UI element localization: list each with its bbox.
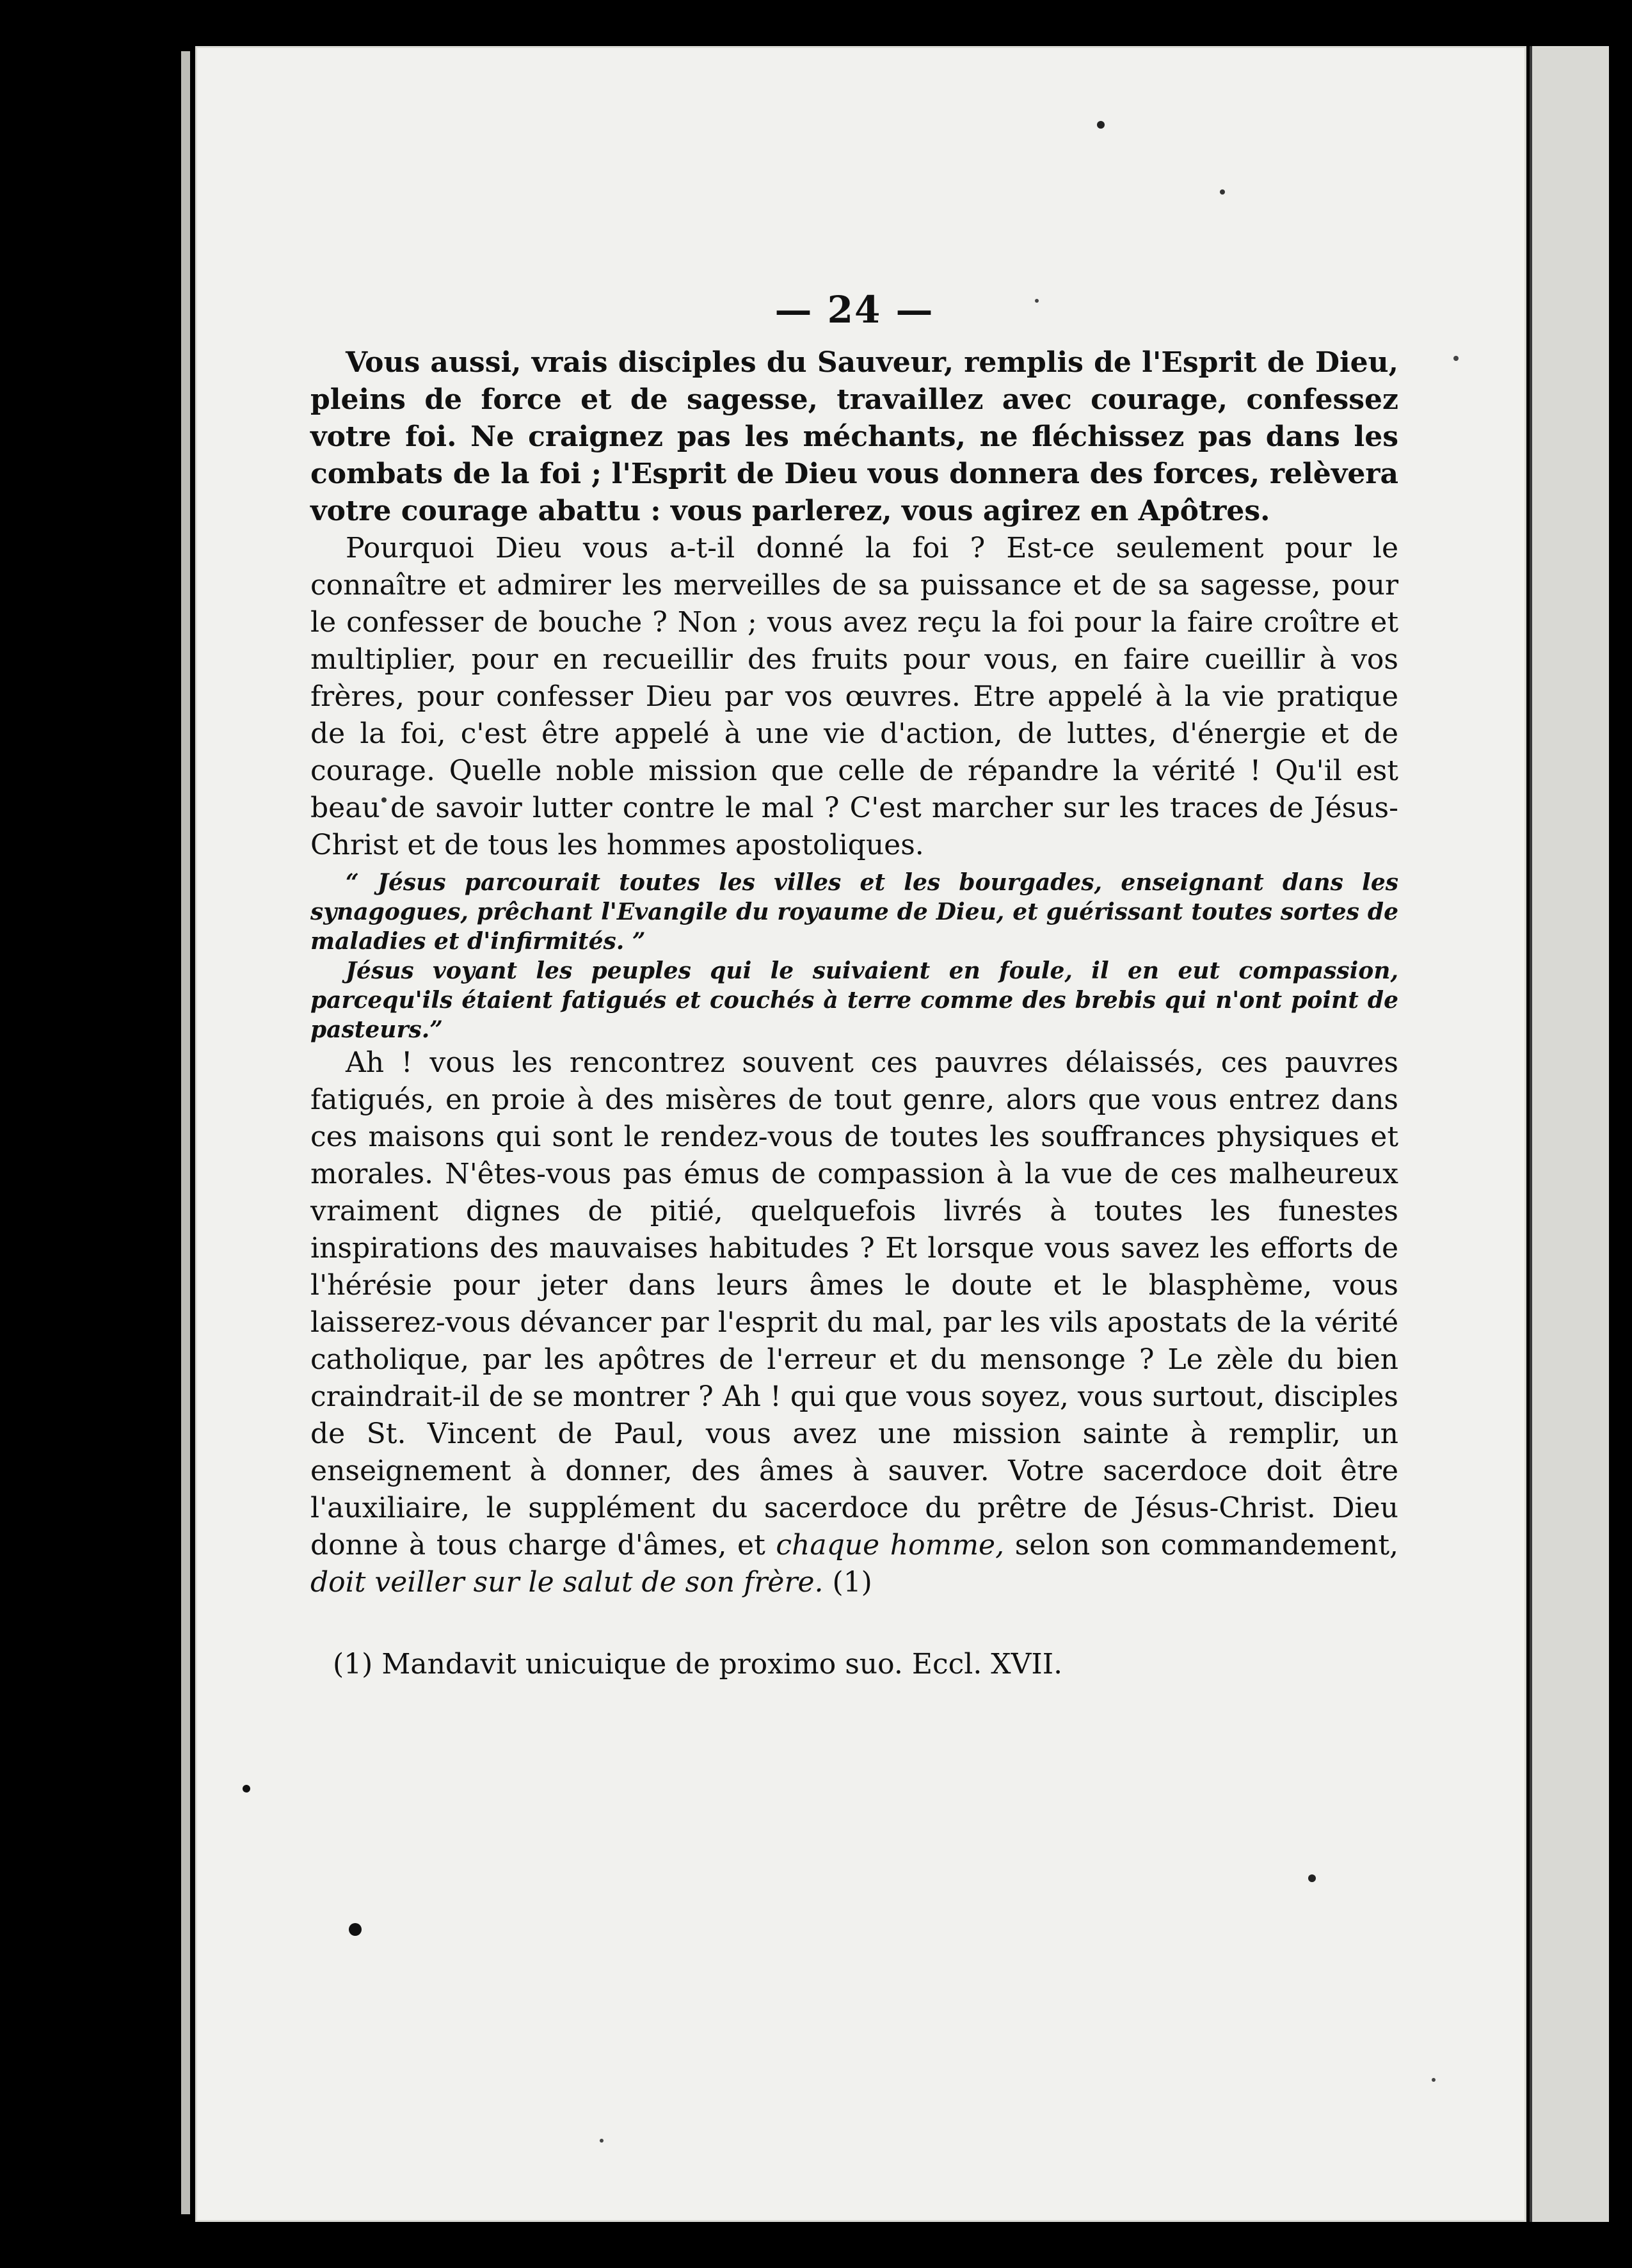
page-content bbox=[310, 288, 1398, 1711]
paragraph-1: Vous aussi, vrais disciples du Sauveur, remplis de l'Esprit de Dieu, pleins de force et de sagesse, travaillez avec courage, confessez votre foi. Ne craignez pas les méchants, ne fléchissez pas dans les combats de la foi ; l'Esprit de Dieu vous donnera des forces, relèvera votre courage abattu : vous parlerez, vous agirez en Apôtres. bbox=[310, 346, 1398, 527]
scripture-quote-2: Jésus voyant les peuples qui le suivaient en foule, il en eut compassion, parcequ'ils étaient fatigués et couchés à terre comme des brebis qui n'ont point de pasteurs.” bbox=[310, 957, 1398, 1043]
page-number: — 24 — bbox=[774, 288, 934, 331]
paragraph-3 bbox=[310, 1044, 1398, 1601]
scripture-quote-1: “ Jésus parcourait toutes les villes et les bourgades, enseignant dans les synagogues, prêchant l'Evangile du royaume de Dieu, et guérissant toutes sortes de maladies et d'infirmités. ” bbox=[310, 869, 1398, 955]
footnote-reference: (1) bbox=[823, 1566, 872, 1599]
paragraph-3-italic-1: chaque homme, bbox=[776, 1529, 1005, 1561]
paragraph-3-middle: selon son commandement, bbox=[1004, 1529, 1398, 1561]
paragraph-3-text: Ah ! vous les rencontrez souvent ces pauvres délaissés, ces pauvres fatigués, en proie à des misères de tout genre, alors que vous entrez dans ces maisons qui sont le rendez-vous de toutes les souffrances physiques et morales. N'êtes-vous pas émus de compassion à la vue de ces malheureux vraiment dignes de pitié, quelquefois livrés à toutes les funestes inspirations des mauvaises habitudes ? Et lorsque vous savez les efforts de l'hérésie pour jeter dans leurs âmes le doute et le blasphème, vous laisserez-vous dévancer par l'esprit du mal, par les vils apostats de la vérité catholique, par les apôtres de l'erreur et du mensonge ? Le zèle du bien craindrait-il de se montrer ? Ah ! qui que vous soyez, vous surtout, disciples de St. Vincent de Paul, vous avez une mission sainte à remplir, un enseignement à donner, des âmes à sauver. Votre sacerdoce doit être l'auxiliaire, le supplément du sacerdoce du prêtre de Jésus-Christ. Dieu donne à tous charge d'âmes, et bbox=[310, 1046, 1398, 1561]
footnote: (1) Mandavit unicuique de proximo suo. Eccl. XVII. bbox=[333, 1648, 1063, 1681]
paragraph-3-italic-2: doit veiller sur le salut de son frère. bbox=[310, 1566, 824, 1599]
paragraph-2: Pourquoi Dieu vous a-t-il donné la foi ? Est-ce seulement pour le connaître et admirer les merveilles de sa puissance et de sa sagesse, pour le confesser de bouche ? Non ; vous avez reçu la foi pour la faire croître et multiplier, pour en recueillir des fruits pour vous, en faire cueillir à vos frères, pour confesser Dieu par vos œuvres. Etre appelé à la vie pratique de la foi, c'est être appelé à une vie d'action, de luttes, d'énergie et de courage. Quelle noble mission que celle de répandre la vérité ! Qu'il est beau de savoir lutter contre le mal ? C'est marcher sur les traces de Jésus-Christ et de tous les hommes apostoliques. bbox=[310, 532, 1398, 861]
